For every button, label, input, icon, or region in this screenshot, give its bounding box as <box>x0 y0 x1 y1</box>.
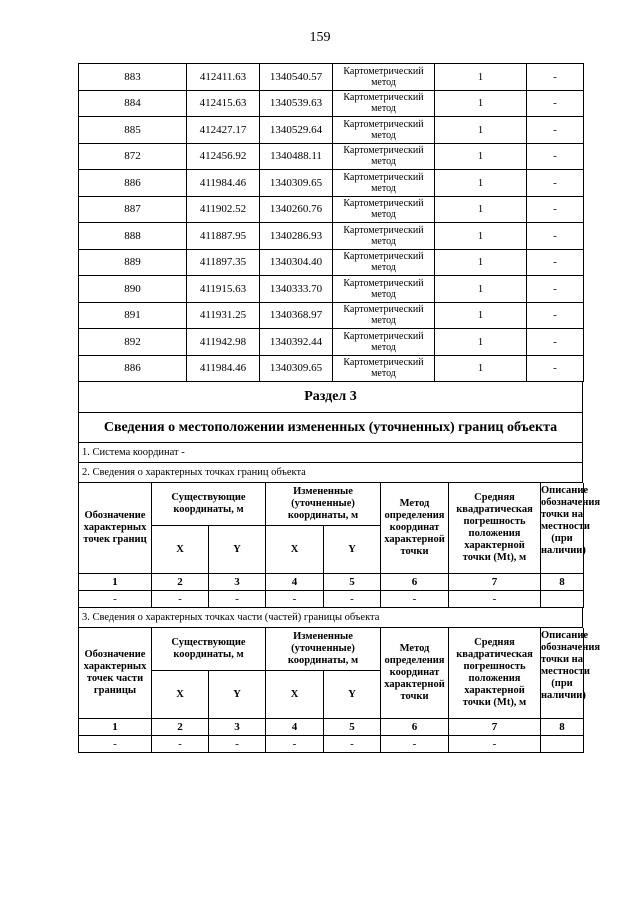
column-number: 7 <box>449 719 541 736</box>
point-number: 872 <box>79 143 187 170</box>
accuracy-cell: 1 <box>435 355 527 382</box>
description-cell: - <box>527 249 584 276</box>
table-row <box>79 90 584 117</box>
header-x-changed: X <box>266 526 324 574</box>
x-coordinate: 411984.46 <box>187 355 260 382</box>
part-boundary-points-table <box>78 628 601 753</box>
y-coordinate: 1340368.97 <box>260 302 333 329</box>
table-row <box>79 223 584 250</box>
y-coordinate: 1340260.76 <box>260 196 333 223</box>
header-accuracy: Средняя квадратическая погрешность положения характерной точки (Mt), м <box>449 628 541 719</box>
column-number: 3 <box>209 574 266 591</box>
page-number: 159 <box>309 30 331 45</box>
cell-value <box>541 736 584 753</box>
table-row <box>79 329 584 356</box>
x-coordinate: 411897.35 <box>187 249 260 276</box>
accuracy-cell: 1 <box>435 196 527 223</box>
section-3-header <box>78 382 583 483</box>
accuracy-cell: 1 <box>435 143 527 170</box>
method-cell: Картометрический метод <box>333 90 435 117</box>
y-coordinate: 1340309.65 <box>260 355 333 382</box>
cell-value: - <box>79 736 152 753</box>
column-number: 4 <box>266 719 324 736</box>
header-y-existing: Y <box>209 526 266 574</box>
description-cell: - <box>527 276 584 303</box>
column-number: 8 <box>541 719 584 736</box>
column-number: 2 <box>152 574 209 591</box>
method-cell: Картометрический метод <box>333 223 435 250</box>
header-method: Метод определения координат характерной точки <box>381 483 449 574</box>
accuracy-cell: 1 <box>435 170 527 197</box>
accuracy-cell: 1 <box>435 117 527 144</box>
y-coordinate: 1340333.70 <box>260 276 333 303</box>
column-number: 5 <box>324 719 381 736</box>
accuracy-cell: 1 <box>435 223 527 250</box>
header-description <box>541 628 601 719</box>
y-coordinate: 1340286.93 <box>260 223 333 250</box>
header-changed-coords: Измененные (уточненные) координаты, м <box>266 628 381 671</box>
part-points-line-table <box>78 608 583 628</box>
point-number: 887 <box>79 196 187 223</box>
table-row <box>79 276 584 303</box>
point-number: 886 <box>79 355 187 382</box>
point-number: 884 <box>79 90 187 117</box>
accuracy-cell: 1 <box>435 64 527 91</box>
description-cell: - <box>527 355 584 382</box>
header-y-changed: Y <box>324 671 381 719</box>
column-number: 7 <box>449 574 541 591</box>
point-number: 885 <box>79 117 187 144</box>
point-number: 886 <box>79 170 187 197</box>
cell-value: - <box>381 591 449 608</box>
table-row <box>79 736 584 753</box>
point-number: 891 <box>79 302 187 329</box>
method-cell: Картометрический метод <box>333 276 435 303</box>
y-coordinate: 1340304.40 <box>260 249 333 276</box>
cell-value: - <box>449 736 541 753</box>
description-cell: - <box>527 196 584 223</box>
header-x-existing: X <box>152 671 209 719</box>
header-description-text: Описание обозначения точки на местности (при наличии) <box>541 485 601 556</box>
header-x-changed: X <box>266 671 324 719</box>
header-existing-coords: Существующие координаты, м <box>152 628 266 671</box>
cell-value: - <box>152 591 209 608</box>
x-coordinate: 411915.63 <box>187 276 260 303</box>
description-cell: - <box>527 117 584 144</box>
header-description-text: Описание обозначения точки на местности (при наличии) <box>541 630 601 701</box>
column-number: 2 <box>152 719 209 736</box>
method-cell: Картометрический метод <box>333 143 435 170</box>
point-number: 892 <box>79 329 187 356</box>
point-number: 888 <box>79 223 187 250</box>
header-y-existing: Y <box>209 671 266 719</box>
table-row <box>79 170 584 197</box>
cell-value: - <box>381 736 449 753</box>
method-cell: Картометрический метод <box>333 355 435 382</box>
cell-value: - <box>209 591 266 608</box>
x-coordinate: 411931.25 <box>187 302 260 329</box>
cell-value: - <box>266 591 324 608</box>
x-coordinate: 412415.63 <box>187 90 260 117</box>
column-number: 3 <box>209 719 266 736</box>
cell-value: - <box>79 591 152 608</box>
method-cell: Картометрический метод <box>333 329 435 356</box>
y-coordinate: 1340392.44 <box>260 329 333 356</box>
header-x-existing: X <box>152 526 209 574</box>
header-accuracy: Средняя квадратическая погрешность положения характерной точки (Mt), м <box>449 483 541 574</box>
table-row <box>79 143 584 170</box>
y-coordinate: 1340540.57 <box>260 64 333 91</box>
coordinate-system-line: 1. Система координат - <box>79 443 583 463</box>
column-number: 6 <box>381 719 449 736</box>
accuracy-cell: 1 <box>435 302 527 329</box>
y-coordinate: 1340539.63 <box>260 90 333 117</box>
description-cell: - <box>527 90 584 117</box>
column-number: 5 <box>324 574 381 591</box>
column-numbers-row <box>79 574 584 591</box>
header-method: Метод определения координат характерной точки <box>381 628 449 719</box>
table-row <box>79 591 584 608</box>
header-point-designation: Обозначение характерных точек границ <box>79 483 152 574</box>
cell-value: - <box>324 736 381 753</box>
y-coordinate: 1340488.11 <box>260 143 333 170</box>
column-number: 8 <box>541 574 584 591</box>
method-cell: Картометрический метод <box>333 196 435 223</box>
cell-value <box>541 591 584 608</box>
x-coordinate: 411942.98 <box>187 329 260 356</box>
method-cell: Картометрический метод <box>333 249 435 276</box>
coordinates-table <box>78 63 584 382</box>
y-coordinate: 1340529.64 <box>260 117 333 144</box>
column-number: 1 <box>79 574 152 591</box>
accuracy-cell: 1 <box>435 329 527 356</box>
description-cell: - <box>527 302 584 329</box>
table-row <box>79 302 584 329</box>
point-number: 883 <box>79 64 187 91</box>
section-title: Раздел 3 <box>79 382 583 413</box>
cell-value: - <box>266 736 324 753</box>
cell-value: - <box>152 736 209 753</box>
method-cell: Картометрический метод <box>333 170 435 197</box>
table-row <box>79 196 584 223</box>
table-row <box>79 355 584 382</box>
document-body <box>78 63 601 753</box>
x-coordinate: 411887.95 <box>187 223 260 250</box>
header-y-changed: Y <box>324 526 381 574</box>
header-changed-coords: Измененные (уточненные) координаты, м <box>266 483 381 526</box>
y-coordinate: 1340309.65 <box>260 170 333 197</box>
method-cell: Картометрический метод <box>333 302 435 329</box>
method-cell: Картометрический метод <box>333 64 435 91</box>
x-coordinate: 411984.46 <box>187 170 260 197</box>
x-coordinate: 412456.92 <box>187 143 260 170</box>
table-row <box>79 64 584 91</box>
description-cell: - <box>527 64 584 91</box>
accuracy-cell: 1 <box>435 249 527 276</box>
cell-value: - <box>209 736 266 753</box>
point-number: 889 <box>79 249 187 276</box>
point-number: 890 <box>79 276 187 303</box>
description-cell: - <box>527 170 584 197</box>
header-description <box>541 483 601 574</box>
method-cell: Картометрический метод <box>333 117 435 144</box>
section-subtitle: Сведения о местоположении измененных (уточненных) границ объекта <box>79 413 583 443</box>
column-numbers-row <box>79 719 584 736</box>
x-coordinate: 412427.17 <box>187 117 260 144</box>
header-point-designation: Обозначение характерных точек части границы <box>79 628 152 719</box>
boundary-points-table <box>78 483 601 608</box>
cell-value: - <box>449 591 541 608</box>
cell-value: - <box>324 591 381 608</box>
x-coordinate: 412411.63 <box>187 64 260 91</box>
column-number: 4 <box>266 574 324 591</box>
description-cell: - <box>527 329 584 356</box>
column-number: 1 <box>79 719 152 736</box>
header-existing-coords: Существующие координаты, м <box>152 483 266 526</box>
x-coordinate: 411902.52 <box>187 196 260 223</box>
table-row <box>79 249 584 276</box>
accuracy-cell: 1 <box>435 90 527 117</box>
column-number: 6 <box>381 574 449 591</box>
description-cell: - <box>527 143 584 170</box>
part-points-info-line: 3. Сведения о характерных точках части (частей) границы объекта <box>79 608 583 628</box>
points-info-line: 2. Сведения о характерных точках границ объекта <box>79 463 583 483</box>
description-cell: - <box>527 223 584 250</box>
accuracy-cell: 1 <box>435 276 527 303</box>
table-row <box>79 117 584 144</box>
